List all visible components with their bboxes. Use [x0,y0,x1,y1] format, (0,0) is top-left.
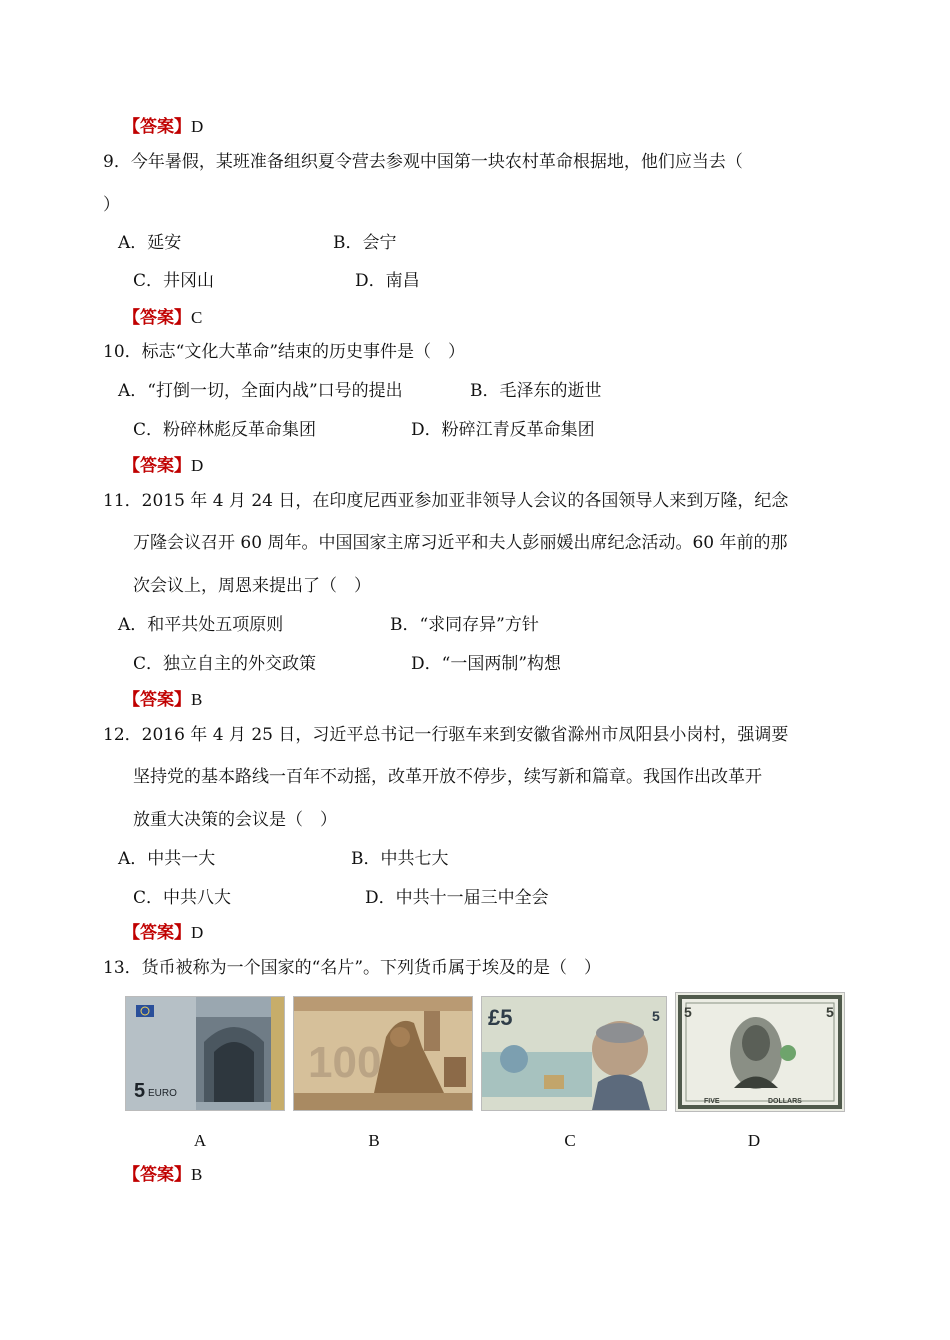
svg-text:5: 5 [826,1004,834,1020]
q11-answer [123,689,202,711]
q9-option-b: B．会宁 [333,233,397,253]
q12-stem-line1: 12．2016 年 4 月 25 日，习近平总书记一行驱车来到安徽省滁州市凤阳县小岗村，强调要 [103,725,789,745]
q9-option-d: D．南昌 [355,271,420,291]
q12-option-b: B．中共七大 [351,849,449,869]
answer-value: B [191,1165,203,1184]
q13-stem-line1: 13．货币被称为一个国家的“名片”。下列货币属于埃及的是（ ） [103,958,602,978]
q9-option-a: A．延安 [118,233,182,253]
q9-option-c: C．井冈山 [133,271,215,291]
q9-stem-line1: 9．今年暑假，某班准备组织夏令营去参观中国第一块农村革命根据地，他们应当去（ [103,152,743,172]
svg-text:EURO: EURO [148,1088,177,1099]
uk-banknote-art [482,997,666,1110]
image-label-b: B [368,1131,380,1150]
euro-5-banknote [125,996,285,1111]
q12-stem-line2: 坚持党的基本路线一百年不动摇，改革开放不停步，续写新和篇章。我国作出改革开 [133,767,762,787]
q8-answer [123,116,203,138]
svg-text:5: 5 [134,1080,146,1102]
q9-stem-line2: ） [103,195,120,215]
svg-text:DOLLARS: DOLLARS [768,1098,802,1105]
q12-option-c: C．中共八大 [133,888,232,908]
answer-value: B [191,690,203,709]
answer-value: D [191,456,204,475]
answer-label: 【答案】 [123,456,191,476]
answer-value: D [191,923,204,942]
q11-stem-line1: 11．2015 年 4 月 24 日，在印度尼西亚参加亚非领导人会议的各国领导人来到万隆，纪念 [103,491,789,511]
image-label-d: D [747,1131,761,1150]
q12-answer [123,922,203,944]
q11-stem-line3: 次会议上，周恩来提出了（ ） [133,576,371,596]
svg-text:100: 100 [308,1038,382,1087]
q10-option-d: D．粉碎江青反革命集团 [411,420,595,440]
answer-value: C [191,308,203,327]
uk-5-pound-banknote [481,996,667,1111]
svg-text:5: 5 [652,1008,660,1024]
q10-option-c: C．粉碎林彪反革命集团 [133,420,317,440]
q11-stem-line2: 万隆会议召开 60 周年。中国国家主席习近平和夫人彭丽媛出席纪念活动。60 年前的那 [133,533,788,553]
q12-option-d: D．中共十一届三中全会 [365,888,549,908]
image-label-a: A [193,1131,207,1150]
answer-label: 【答案】 [123,690,191,710]
q10-option-b: B．毛泽东的逝世 [470,381,602,401]
q11-option-a: A．和平共处五项原则 [118,615,284,635]
answer-label: 【答案】 [123,923,191,943]
answer-label: 【答案】 [123,308,191,328]
svg-text:FIVE: FIVE [704,1098,720,1105]
q10-option-a: A．“打倒一切，全面内战”口号的提出 [118,381,403,401]
svg-text:£5: £5 [488,1005,513,1030]
q11-option-b: B．“求同存异”方针 [390,615,539,635]
q10-answer [123,455,203,477]
q9-answer [123,307,202,329]
us-banknote-art [676,993,844,1111]
q10-stem-line1: 10．标志“文化大革命”结束的历史事件是（ ） [103,342,466,362]
euro-banknote-art [126,997,284,1110]
answer-value: D [191,117,204,136]
q12-option-a: A．中共一大 [118,849,216,869]
egypt-banknote-art [294,997,472,1110]
answer-label: 【答案】 [123,117,191,137]
q11-option-c: C．独立自主的外交政策 [133,654,317,674]
svg-text:5: 5 [684,1004,692,1020]
egypt-100-pound-banknote [293,996,473,1111]
answer-label: 【答案】 [123,1165,191,1185]
q13-answer [123,1164,202,1186]
us-5-dollar-banknote [675,992,845,1112]
q12-stem-line3: 放重大决策的会议是（ ） [133,810,337,830]
image-label-c: C [564,1131,576,1150]
q11-option-d: D．“一国两制”构想 [411,654,562,674]
